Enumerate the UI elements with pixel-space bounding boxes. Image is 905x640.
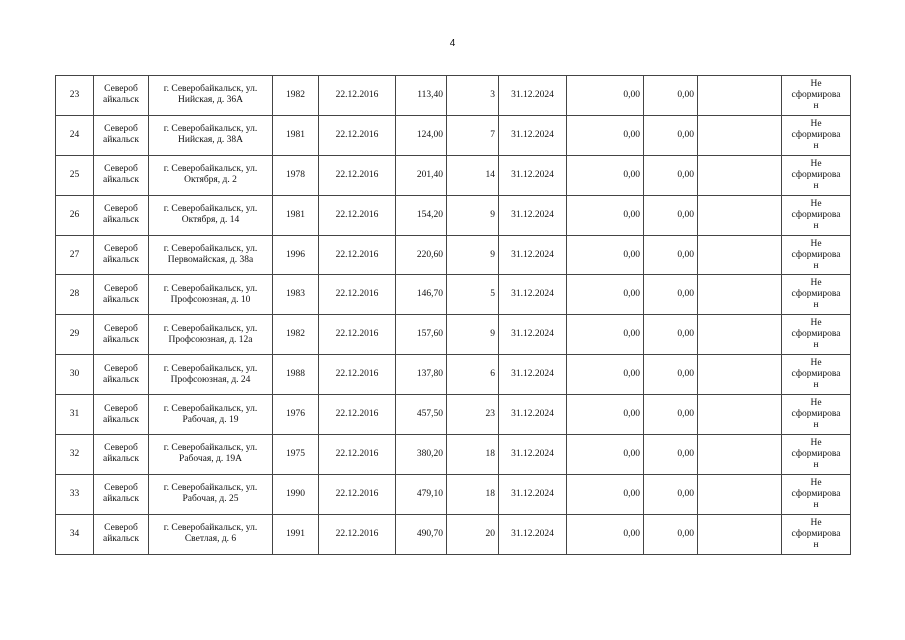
- extra-cell: [698, 395, 782, 435]
- extra-cell: [698, 275, 782, 315]
- address-line: г. Северобайкальск, ул.: [163, 443, 258, 454]
- municipality-cell: [94, 395, 149, 435]
- row-number-cell: 33: [56, 474, 94, 514]
- sum1-cell: 0,00: [567, 76, 644, 116]
- municipality-line: айкальск: [103, 334, 139, 345]
- municipality-line: айкальск: [103, 95, 139, 106]
- status-line: Не: [810, 78, 822, 89]
- municipality-line: Североб: [104, 363, 138, 374]
- address-line: г. Северобайкальск, ул.: [163, 483, 258, 494]
- date-cell: 22.12.2016: [319, 115, 396, 155]
- row-number-cell: 31: [56, 395, 94, 435]
- table-row: [56, 195, 851, 235]
- sum2-cell: 0,00: [644, 435, 698, 475]
- sum1-cell: 0,00: [567, 155, 644, 195]
- table-row: [56, 235, 851, 275]
- municipality-line: айкальск: [103, 135, 139, 146]
- municipality-cell: [94, 514, 149, 554]
- count-cell: 23: [447, 395, 499, 435]
- extra-cell: [698, 514, 782, 554]
- status-cell: [782, 355, 851, 395]
- status-cell: [782, 155, 851, 195]
- count-cell: 9: [447, 235, 499, 275]
- municipality-line: айкальск: [103, 534, 139, 545]
- address-cell: [149, 435, 273, 475]
- row-number-cell: 23: [56, 76, 94, 116]
- municipality-cell: [94, 474, 149, 514]
- date-cell: 22.12.2016: [319, 395, 396, 435]
- status-cell: [782, 514, 851, 554]
- date-cell: 22.12.2016: [319, 235, 396, 275]
- table-row: [56, 514, 851, 554]
- table-row: [56, 155, 851, 195]
- sum1-cell: 0,00: [567, 355, 644, 395]
- year-cell: 1981: [273, 115, 319, 155]
- deadline-cell: 31.12.2024: [499, 395, 567, 435]
- deadline-cell: 31.12.2024: [499, 115, 567, 155]
- count-cell: 18: [447, 474, 499, 514]
- address-line: Профсоюзная, д. 12а: [168, 334, 253, 345]
- table-row: [56, 315, 851, 355]
- deadline-cell: 31.12.2024: [499, 315, 567, 355]
- row-number-cell: 27: [56, 235, 94, 275]
- address-line: г. Северобайкальск, ул.: [163, 164, 258, 175]
- status-line: Не: [810, 278, 822, 289]
- count-cell: 5: [447, 275, 499, 315]
- status-line: Не: [810, 477, 822, 488]
- address-cell: [149, 155, 273, 195]
- status-line: сформирова: [791, 209, 841, 220]
- municipality-line: Североб: [104, 483, 138, 494]
- address-line: Рабочая, д. 25: [182, 494, 239, 505]
- deadline-cell: 31.12.2024: [499, 355, 567, 395]
- municipality-line: айкальск: [103, 294, 139, 305]
- count-cell: 20: [447, 514, 499, 554]
- sum2-cell: 0,00: [644, 76, 698, 116]
- status-line: н: [813, 340, 819, 351]
- sum1-cell: 0,00: [567, 474, 644, 514]
- address-line: Первомайская, д. 38а: [167, 255, 254, 265]
- municipality-cell: [94, 76, 149, 116]
- deadline-cell: 31.12.2024: [499, 76, 567, 116]
- extra-cell: [698, 76, 782, 116]
- deadline-cell: 31.12.2024: [499, 195, 567, 235]
- municipality-line: Североб: [104, 323, 138, 334]
- status-cell: [782, 315, 851, 355]
- municipality-cell: [94, 155, 149, 195]
- deadline-cell: 31.12.2024: [499, 474, 567, 514]
- status-line: сформирова: [791, 369, 841, 380]
- municipality-line: Североб: [104, 523, 138, 534]
- municipality-line: Североб: [104, 443, 138, 454]
- address-line: г. Северобайкальск, ул.: [163, 204, 258, 215]
- status-line: н: [813, 180, 819, 191]
- municipality-cell: [94, 315, 149, 355]
- status-line: Не: [810, 437, 822, 448]
- address-line: Октября, д. 2: [184, 175, 237, 186]
- row-number-cell: 34: [56, 514, 94, 554]
- date-cell: 22.12.2016: [319, 435, 396, 475]
- address-line: Рабочая, д. 19А: [179, 454, 242, 465]
- status-line: сформирова: [791, 129, 841, 140]
- date-cell: 22.12.2016: [319, 195, 396, 235]
- area-cell: 113,40: [396, 76, 447, 116]
- page-number: 4: [449, 38, 456, 49]
- year-cell: 1991: [273, 514, 319, 554]
- address-cell: [149, 474, 273, 514]
- sum2-cell: 0,00: [644, 355, 698, 395]
- municipality-cell: [94, 235, 149, 275]
- address-line: Октября, д. 14: [181, 215, 240, 226]
- status-line: н: [813, 380, 819, 391]
- municipality-line: Североб: [104, 164, 138, 175]
- extra-cell: [698, 115, 782, 155]
- sum1-cell: 0,00: [567, 315, 644, 355]
- status-line: н: [813, 420, 819, 431]
- area-cell: 380,20: [396, 435, 447, 475]
- deadline-cell: 31.12.2024: [499, 514, 567, 554]
- area-cell: 220,60: [396, 235, 447, 275]
- municipality-line: Североб: [104, 403, 138, 414]
- status-line: Не: [810, 238, 822, 249]
- status-line: Не: [810, 198, 822, 209]
- municipality-cell: [94, 435, 149, 475]
- status-cell: [782, 395, 851, 435]
- sum2-cell: 0,00: [644, 115, 698, 155]
- area-cell: 479,10: [396, 474, 447, 514]
- row-number-cell: 29: [56, 315, 94, 355]
- area-cell: 137,80: [396, 355, 447, 395]
- address-cell: [149, 275, 273, 315]
- address-line: г. Северобайкальск, ул.: [163, 403, 258, 414]
- housing-registry-table: [55, 75, 851, 555]
- municipality-line: айкальск: [103, 215, 139, 226]
- sum1-cell: 0,00: [567, 395, 644, 435]
- extra-cell: [698, 315, 782, 355]
- row-number-cell: 28: [56, 275, 94, 315]
- year-cell: 1982: [273, 76, 319, 116]
- sum1-cell: 0,00: [567, 235, 644, 275]
- extra-cell: [698, 195, 782, 235]
- address-line: г. Северобайкальск, ул.: [163, 244, 258, 254]
- sum1-cell: 0,00: [567, 115, 644, 155]
- table-row: [56, 355, 851, 395]
- area-cell: 146,70: [396, 275, 447, 315]
- sum1-cell: 0,00: [567, 514, 644, 554]
- municipality-line: айкальск: [103, 454, 139, 465]
- municipality-line: айкальск: [103, 494, 139, 505]
- area-cell: 157,60: [396, 315, 447, 355]
- address-cell: [149, 315, 273, 355]
- year-cell: 1996: [273, 235, 319, 275]
- address-cell: [149, 76, 273, 116]
- status-line: Не: [810, 158, 822, 169]
- status-line: сформирова: [791, 289, 841, 300]
- address-cell: [149, 514, 273, 554]
- status-line: сформирова: [791, 169, 841, 180]
- area-cell: 124,00: [396, 115, 447, 155]
- row-number-cell: 26: [56, 195, 94, 235]
- count-cell: 18: [447, 435, 499, 475]
- table-row: [56, 275, 851, 315]
- status-line: н: [813, 260, 819, 271]
- status-line: н: [813, 100, 819, 111]
- address-cell: [149, 235, 273, 275]
- address-line: г. Северобайкальск, ул.: [163, 84, 258, 95]
- address-line: г. Северобайкальск, ул.: [163, 363, 258, 374]
- deadline-cell: 31.12.2024: [499, 435, 567, 475]
- area-cell: 154,20: [396, 195, 447, 235]
- municipality-line: Североб: [104, 283, 138, 294]
- address-cell: [149, 355, 273, 395]
- address-cell: [149, 195, 273, 235]
- count-cell: 6: [447, 355, 499, 395]
- deadline-cell: 31.12.2024: [499, 235, 567, 275]
- date-cell: 22.12.2016: [319, 355, 396, 395]
- status-line: н: [813, 140, 819, 151]
- municipality-line: Североб: [104, 244, 138, 254]
- table-row: [56, 115, 851, 155]
- year-cell: 1976: [273, 395, 319, 435]
- sum1-cell: 0,00: [567, 195, 644, 235]
- table-body: [56, 76, 851, 555]
- municipality-line: айкальск: [103, 374, 139, 385]
- status-line: н: [813, 300, 819, 311]
- year-cell: 1982: [273, 315, 319, 355]
- table-row: [56, 474, 851, 514]
- row-number-cell: 25: [56, 155, 94, 195]
- municipality-cell: [94, 195, 149, 235]
- status-line: сформирова: [791, 528, 841, 539]
- status-cell: [782, 195, 851, 235]
- sum2-cell: 0,00: [644, 155, 698, 195]
- date-cell: 22.12.2016: [319, 514, 396, 554]
- status-line: н: [813, 459, 819, 470]
- status-cell: [782, 474, 851, 514]
- status-cell: [782, 235, 851, 275]
- status-cell: [782, 76, 851, 116]
- municipality-cell: [94, 355, 149, 395]
- status-line: сформирова: [791, 89, 841, 100]
- address-cell: [149, 395, 273, 435]
- area-cell: 490,70: [396, 514, 447, 554]
- status-cell: [782, 435, 851, 475]
- table-row: [56, 395, 851, 435]
- extra-cell: [698, 235, 782, 275]
- address-line: Рабочая, д. 19: [182, 414, 239, 425]
- sum2-cell: 0,00: [644, 395, 698, 435]
- sum1-cell: 0,00: [567, 275, 644, 315]
- status-cell: [782, 115, 851, 155]
- row-number-cell: 32: [56, 435, 94, 475]
- deadline-cell: 31.12.2024: [499, 275, 567, 315]
- status-line: Не: [810, 318, 822, 329]
- status-line: сформирова: [791, 488, 841, 499]
- year-cell: 1975: [273, 435, 319, 475]
- row-number-cell: 30: [56, 355, 94, 395]
- status-line: Не: [810, 118, 822, 129]
- status-line: н: [813, 499, 819, 510]
- year-cell: 1983: [273, 275, 319, 315]
- address-line: Нийская, д. 36А: [178, 95, 243, 106]
- deadline-cell: 31.12.2024: [499, 155, 567, 195]
- count-cell: 9: [447, 195, 499, 235]
- extra-cell: [698, 355, 782, 395]
- address-line: г. Северобайкальск, ул.: [163, 283, 258, 294]
- date-cell: 22.12.2016: [319, 275, 396, 315]
- address-line: Нийская, д. 38А: [178, 135, 243, 146]
- sum2-cell: 0,00: [644, 514, 698, 554]
- status-line: сформирова: [791, 448, 841, 459]
- count-cell: 14: [447, 155, 499, 195]
- extra-cell: [698, 474, 782, 514]
- municipality-line: айкальск: [103, 175, 139, 186]
- year-cell: 1978: [273, 155, 319, 195]
- extra-cell: [698, 435, 782, 475]
- address-cell: [149, 115, 273, 155]
- date-cell: 22.12.2016: [319, 315, 396, 355]
- sum2-cell: 0,00: [644, 474, 698, 514]
- address-line: Светлая, д. 6: [184, 534, 237, 545]
- count-cell: 3: [447, 76, 499, 116]
- status-line: сформирова: [791, 409, 841, 420]
- date-cell: 22.12.2016: [319, 76, 396, 116]
- status-line: сформирова: [791, 249, 841, 260]
- municipality-cell: [94, 115, 149, 155]
- municipality-line: айкальск: [103, 414, 139, 425]
- sum1-cell: 0,00: [567, 435, 644, 475]
- sum2-cell: 0,00: [644, 275, 698, 315]
- address-line: г. Северобайкальск, ул.: [163, 323, 258, 334]
- sum2-cell: 0,00: [644, 315, 698, 355]
- address-line: г. Северобайкальск, ул.: [163, 124, 258, 135]
- year-cell: 1990: [273, 474, 319, 514]
- date-cell: 22.12.2016: [319, 155, 396, 195]
- area-cell: 457,50: [396, 395, 447, 435]
- municipality-cell: [94, 275, 149, 315]
- address-line: Профсоюзная, д. 10: [170, 294, 251, 305]
- municipality-line: Североб: [104, 84, 138, 95]
- status-line: Не: [810, 358, 822, 369]
- count-cell: 9: [447, 315, 499, 355]
- municipality-line: айкальск: [103, 255, 139, 265]
- status-cell: [782, 275, 851, 315]
- status-line: н: [813, 220, 819, 231]
- extra-cell: [698, 155, 782, 195]
- table-row: [56, 76, 851, 116]
- status-line: Не: [810, 398, 822, 409]
- date-cell: 22.12.2016: [319, 474, 396, 514]
- address-line: г. Северобайкальск, ул.: [163, 523, 258, 534]
- municipality-line: Североб: [104, 124, 138, 135]
- municipality-line: Североб: [104, 204, 138, 215]
- table-row: [56, 435, 851, 475]
- area-cell: 201,40: [396, 155, 447, 195]
- year-cell: 1981: [273, 195, 319, 235]
- sum2-cell: 0,00: [644, 235, 698, 275]
- count-cell: 7: [447, 115, 499, 155]
- row-number-cell: 24: [56, 115, 94, 155]
- status-line: н: [813, 539, 819, 550]
- sum2-cell: 0,00: [644, 195, 698, 235]
- status-line: сформирова: [791, 329, 841, 340]
- year-cell: 1988: [273, 355, 319, 395]
- address-line: Профсоюзная, д. 24: [170, 374, 251, 385]
- status-line: Не: [810, 517, 822, 528]
